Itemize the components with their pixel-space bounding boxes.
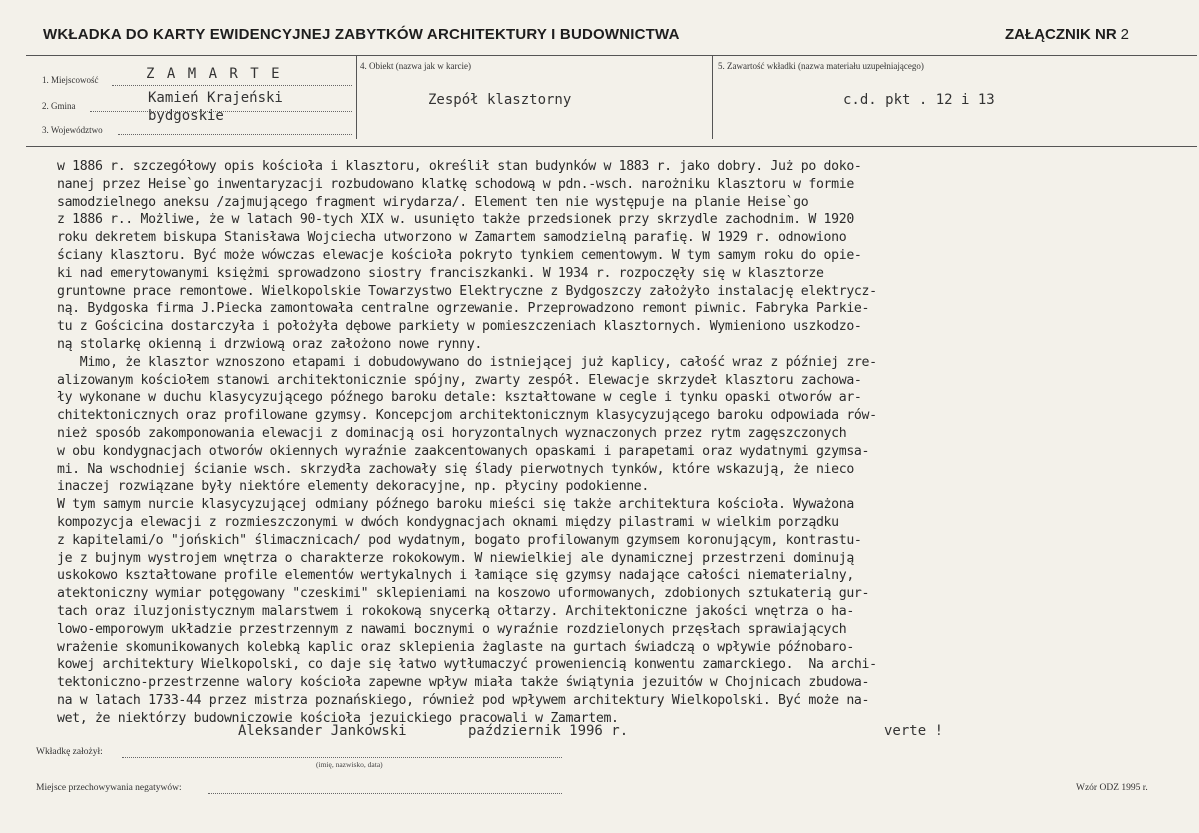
document-date: październik 1996 r. xyxy=(468,723,629,739)
body-line: lowo-emporowym układzie przestrzennym z nawami bocznymi o wyraźnie rozdzielonych przęsłach sprawiających xyxy=(57,621,847,637)
zawartosc-label: 5. Zawartość wkładki (nazwa materiału uzupełniającego) xyxy=(718,61,924,71)
obiekt-label: 4. Obiekt (nazwa jak w karcie) xyxy=(360,61,471,71)
form-version: Wzór ODZ 1995 r. xyxy=(1076,783,1148,793)
body-line: mi. Na wschodniej ścianie wsch. skrzydła zachowały się ślady pierwotnych tynków, które wskazują, że nieco xyxy=(57,461,854,477)
verte-note: verte ! xyxy=(884,723,944,739)
body-line: tach oraz iluzjonistycznym malarstwem i rokokową snycerką ołtarzy. Architektoniczne jakości wnętrza o ha- xyxy=(57,603,854,619)
form-title: WKŁADKA DO KARTY EWIDENCYJNEJ ZABYTKÓW ARCHITEKTURY I BUDOWNICTWA xyxy=(43,26,680,43)
miejscowosc-value: Z A M A R T E xyxy=(146,66,282,82)
body-line: nanej przez Heise`go inwentaryzacji rozbudowano klatkę schodową w pdn.-wsch. narożniku klasztoru w formie xyxy=(57,176,854,192)
body-line: tektoniczno-przestrzenne walory kościoła zapewne wpływ miała także świątynia jezuitów w Chojnicach zbudowa- xyxy=(57,675,870,691)
field-divider-1 xyxy=(356,55,357,139)
body-line: W tym samym nurcie klasycyzującej odmiany późnego baroku mieści się także architektura kościoła. Wyważona xyxy=(57,497,854,513)
gmina-value: Kamień Krajeński xyxy=(148,90,283,106)
body-line: ną. Bydgoska firma J.Piecka zamontowała centralne ogrzewanie. Przeprowadzono remont piwnic. Fabryka Parkie- xyxy=(57,301,870,317)
body-line: uskokowo kształtowane profile elementów wertykalnych i łamiące się gzymsy nadające całości niematerialny, xyxy=(57,568,854,584)
annex-value: 2 xyxy=(1120,26,1129,43)
body-line: nież sposób zakomponowania elewacji z dominacją osi horyzontalnych wyznaczonych przez rytm zagęszczonych xyxy=(57,425,847,441)
imie-caption: (imię, nazwisko, data) xyxy=(316,760,383,769)
body-line: w 1886 r. szczegółowy opis kościoła i klasztoru, określił stan budynków w 1883 r. jako dobry. Już po doko- xyxy=(57,159,862,174)
body-line: tu z Gościcina dostarczyła i położyła dębowe parkiety w pomieszczeniach klasztornych. Wymieniono uszkodzo- xyxy=(57,319,862,335)
body-line: wrażenie skomunikowanych kolebką kaplic oraz sklepienia żaglaste na gurtach świadczą o wpływie późnobaro- xyxy=(57,639,854,655)
body-line: kowej architektury Wielkopolski, co daje się łatwo wytłumaczyć proweniencią konwentu zamarckiego. Na archi- xyxy=(57,657,877,673)
body-line: alizowanym kościołem stanowi architektonicznie spójny, zwarty zespół. Elewacje skrzydeł klasztoru zachowa- xyxy=(57,372,862,388)
body-line: ściany klasztoru. Być może wówczas elewacje kościoła pokryto tynkiem cementowym. W tym samym roku do opie- xyxy=(57,247,862,263)
body-line: Mimo, że klasztor wznoszono etapami i dobudowywano do istniejącej już kaplicy, całość wraz z później zre- xyxy=(57,354,877,370)
body-line: gruntowne prace remontowe. Wielkopolskie Towarzystwo Elektryczne z Bydgoszczy założyło instalację elektrycz- xyxy=(57,283,877,299)
body-line: kompozycja elewacji z rozmieszczonymi w dwóch kondygnacjach oknami między pilastrami w wielkim porządku xyxy=(57,514,839,530)
body-line: ki nad emerytowanymi księżmi sprowadzono siostry franciszkanki. W 1934 r. rozpoczęły się w klasztorze xyxy=(57,265,824,281)
body-line: atektoniczny wymiar potęgowany "czeskimi" sklepieniami na koszowo uformowanych, zdobionych sztukaterią gur- xyxy=(57,586,870,602)
wojewodztwo-label: 3. Województwo xyxy=(42,125,103,135)
wojewodztwo-line xyxy=(118,134,352,135)
miejscowosc-line xyxy=(112,85,352,86)
body-line: z 1886 r.. Możliwe, że w latach 90-tych XIX w. usunięto także przedsionek przy skrzydle zachodnim. W 1920 xyxy=(57,212,854,228)
body-text xyxy=(57,158,1187,728)
body-line: wet, że niektórzy budowniczowie kościoła jezuickiego pracowali w Zamartem. xyxy=(57,710,619,726)
zawartosc-value: c.d. pkt . 12 i 13 xyxy=(843,92,995,108)
annex-number xyxy=(1005,26,1129,43)
wkladke-zalozyl-line xyxy=(122,757,562,758)
author-name: Aleksander Jankowski xyxy=(238,723,407,739)
body-line: je z bujnym wystrojem wnętrza o charakterze rokokowym. W niewielkiej ale dynamicznej przestrzeni dominują xyxy=(57,550,854,566)
miejsce-przechowywania-line xyxy=(208,793,562,794)
body-line: inaczej rozwiązane były niektóre elementy dekoracyjne, np. płyciny podokienne. xyxy=(57,479,649,495)
body-line: w obu kondygnacjach otworów okiennych wyraźnie zaakcentowanych opaskami i parapetami oraz wydatnymi gzymsa- xyxy=(57,443,870,459)
miejsce-przechowywania-label: Miejsce przechowywania negatywów: xyxy=(36,783,182,793)
body-line: roku dekretem biskupa Stanisława Wojciecha utworzono w Zamartem samodzielną parafię. W 1929 r. odnowiono xyxy=(57,230,847,246)
wojewodztwo-value: bydgoskie xyxy=(148,108,224,124)
annex-label: ZAŁĄCZNIK NR xyxy=(1005,26,1117,43)
wkladke-zalozyl-label: Wkładkę założył: xyxy=(36,747,103,757)
field-divider-2 xyxy=(712,55,713,139)
obiekt-value: Zespół klasztorny xyxy=(428,92,572,108)
body-line: na w latach 1733-44 przez mistrza poznańskiego, również pod wpływem architektury Wielkopolski. Być może na- xyxy=(57,692,870,708)
miejscowosc-label: 1. Miejscowość xyxy=(42,75,99,85)
body-line: ną stolarkę okienną i drzwiową oraz założono nowe rynny. xyxy=(57,336,483,352)
body-line: ły wykonane w duchu klasycyzującego późnego baroku detale: kształtowane w cegle i tynku opaski otworów ar- xyxy=(57,390,862,406)
body-line: z kapitelami/o "jońskich" ślimacznicach/ pod wydatnym, bogato profilowanym gzymsem koronującym, kontrastu- xyxy=(57,532,862,548)
gmina-label: 2. Gmina xyxy=(42,101,76,111)
body-line: chitektonicznych oraz profilowane gzymsy. Koncepcjom architektonicznym klasycyzującego baroku odpowiada rów- xyxy=(57,408,877,424)
body-line: samodzielnego aneksu /zajmującego fragment wirydarza/. Element ten nie występuje na planie Heise`go xyxy=(57,194,809,210)
